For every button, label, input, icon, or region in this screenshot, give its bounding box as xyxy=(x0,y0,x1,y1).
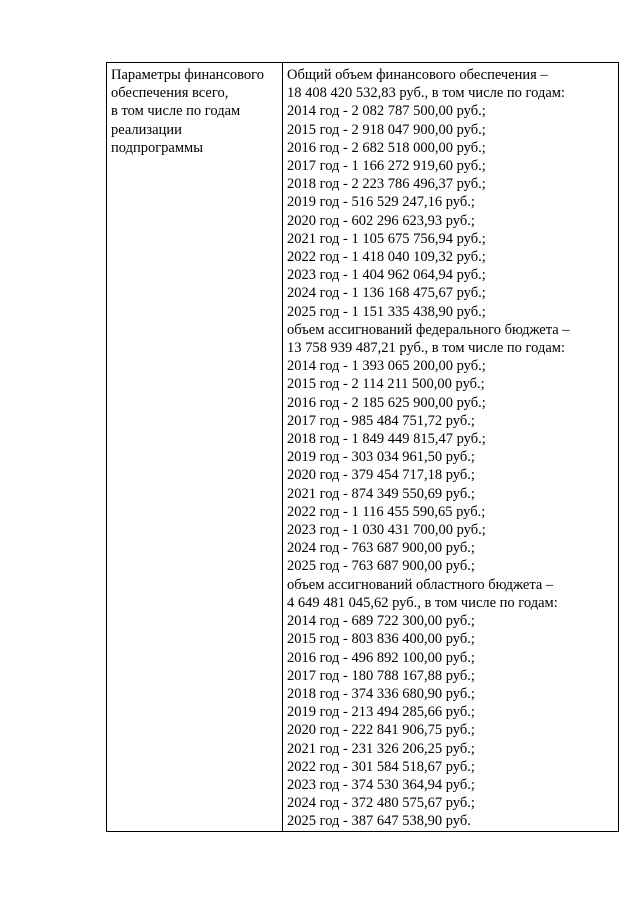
parameter-name-line: реализации xyxy=(111,121,182,138)
parameter-name-line: обеспечения всего, xyxy=(111,85,229,102)
funding-line: 2017 год - 985 484 751,72 руб.; xyxy=(287,412,475,429)
funding-line: 13 758 939 487,21 руб., в том числе по годам: xyxy=(287,340,565,357)
funding-line: 2019 год - 516 529 247,16 руб.; xyxy=(287,194,475,211)
funding-line: 18 408 420 532,83 руб., в том числе по годам: xyxy=(287,85,565,102)
funding-line: 2018 год - 374 336 680,90 руб.; xyxy=(287,685,475,702)
funding-line: 2025 год - 763 687 900,00 руб.; xyxy=(287,558,475,575)
funding-line: 2024 год - 763 687 900,00 руб.; xyxy=(287,540,475,557)
funding-line: 2018 год - 1 849 449 815,47 руб.; xyxy=(287,431,486,448)
parameter-name-cell xyxy=(107,63,283,832)
table-row xyxy=(107,63,619,832)
parameter-name-line: в том числе по годам xyxy=(111,103,241,120)
funding-line: 2021 год - 1 105 675 756,94 руб.; xyxy=(287,230,486,247)
funding-line: 2014 год - 2 082 787 500,00 руб.; xyxy=(287,103,486,120)
funding-line: 2024 год - 372 480 575,67 руб.; xyxy=(287,795,475,812)
funding-line: 2020 год - 602 296 623,93 руб.; xyxy=(287,212,475,229)
funding-line: 2022 год - 1 418 040 109,32 руб.; xyxy=(287,249,486,266)
funding-line: 2020 год - 222 841 906,75 руб.; xyxy=(287,722,475,739)
funding-line: 2023 год - 1 404 962 064,94 руб.; xyxy=(287,267,486,284)
funding-line: 2025 год - 387 647 538,90 руб. xyxy=(287,813,471,830)
funding-line: 2016 год - 2 185 625 900,00 руб.; xyxy=(287,394,486,411)
funding-line: 2015 год - 2 114 211 500,00 руб.; xyxy=(287,376,485,393)
funding-line: 2019 год - 213 494 285,66 руб.; xyxy=(287,704,475,721)
parameter-name-text xyxy=(111,66,279,157)
funding-line: 2021 год - 231 326 206,25 руб.; xyxy=(287,740,475,757)
funding-line: 2019 год - 303 034 961,50 руб.; xyxy=(287,449,475,466)
parameter-name-line: подпрограммы xyxy=(111,139,203,156)
funding-line: объем ассигнований областного бюджета – xyxy=(287,576,554,593)
parameter-name-line: Параметры финансового xyxy=(111,67,264,83)
funding-line: Общий объем финансового обеспечения – xyxy=(287,67,548,83)
funding-line: 2022 год - 301 584 518,67 руб.; xyxy=(287,758,475,775)
funding-line: 2017 год - 180 788 167,88 руб.; xyxy=(287,667,475,684)
funding-line: 2014 год - 689 722 300,00 руб.; xyxy=(287,613,475,630)
funding-line: 2021 год - 874 349 550,69 руб.; xyxy=(287,485,475,502)
funding-line: 2016 год - 2 682 518 000,00 руб.; xyxy=(287,139,486,156)
funding-line: 2017 год - 1 166 272 919,60 руб.; xyxy=(287,158,486,175)
funding-line: 2024 год - 1 136 168 475,67 руб.; xyxy=(287,285,486,302)
financing-parameters-table xyxy=(106,62,619,832)
funding-line: 2020 год - 379 454 717,18 руб.; xyxy=(287,467,475,484)
funding-line: 2015 год - 2 918 047 900,00 руб.; xyxy=(287,121,486,138)
funding-line: 4 649 481 045,62 руб., в том числе по годам: xyxy=(287,594,558,611)
funding-line: 2015 год - 803 836 400,00 руб.; xyxy=(287,631,475,648)
funding-line: 2023 год - 374 530 364,94 руб.; xyxy=(287,776,475,793)
parameter-value-text xyxy=(287,66,615,831)
funding-line: 2023 год - 1 030 431 700,00 руб.; xyxy=(287,522,486,539)
funding-line: объем ассигнований федерального бюджета – xyxy=(287,321,570,338)
funding-line: 2025 год - 1 151 335 438,90 руб.; xyxy=(287,303,486,320)
funding-line: 2014 год - 1 393 065 200,00 руб.; xyxy=(287,358,486,375)
funding-line: 2022 год - 1 116 455 590,65 руб.; xyxy=(287,503,486,520)
funding-line: 2018 год - 2 223 786 496,37 руб.; xyxy=(287,176,486,193)
parameter-value-cell xyxy=(283,63,619,832)
funding-line: 2016 год - 496 892 100,00 руб.; xyxy=(287,649,475,666)
